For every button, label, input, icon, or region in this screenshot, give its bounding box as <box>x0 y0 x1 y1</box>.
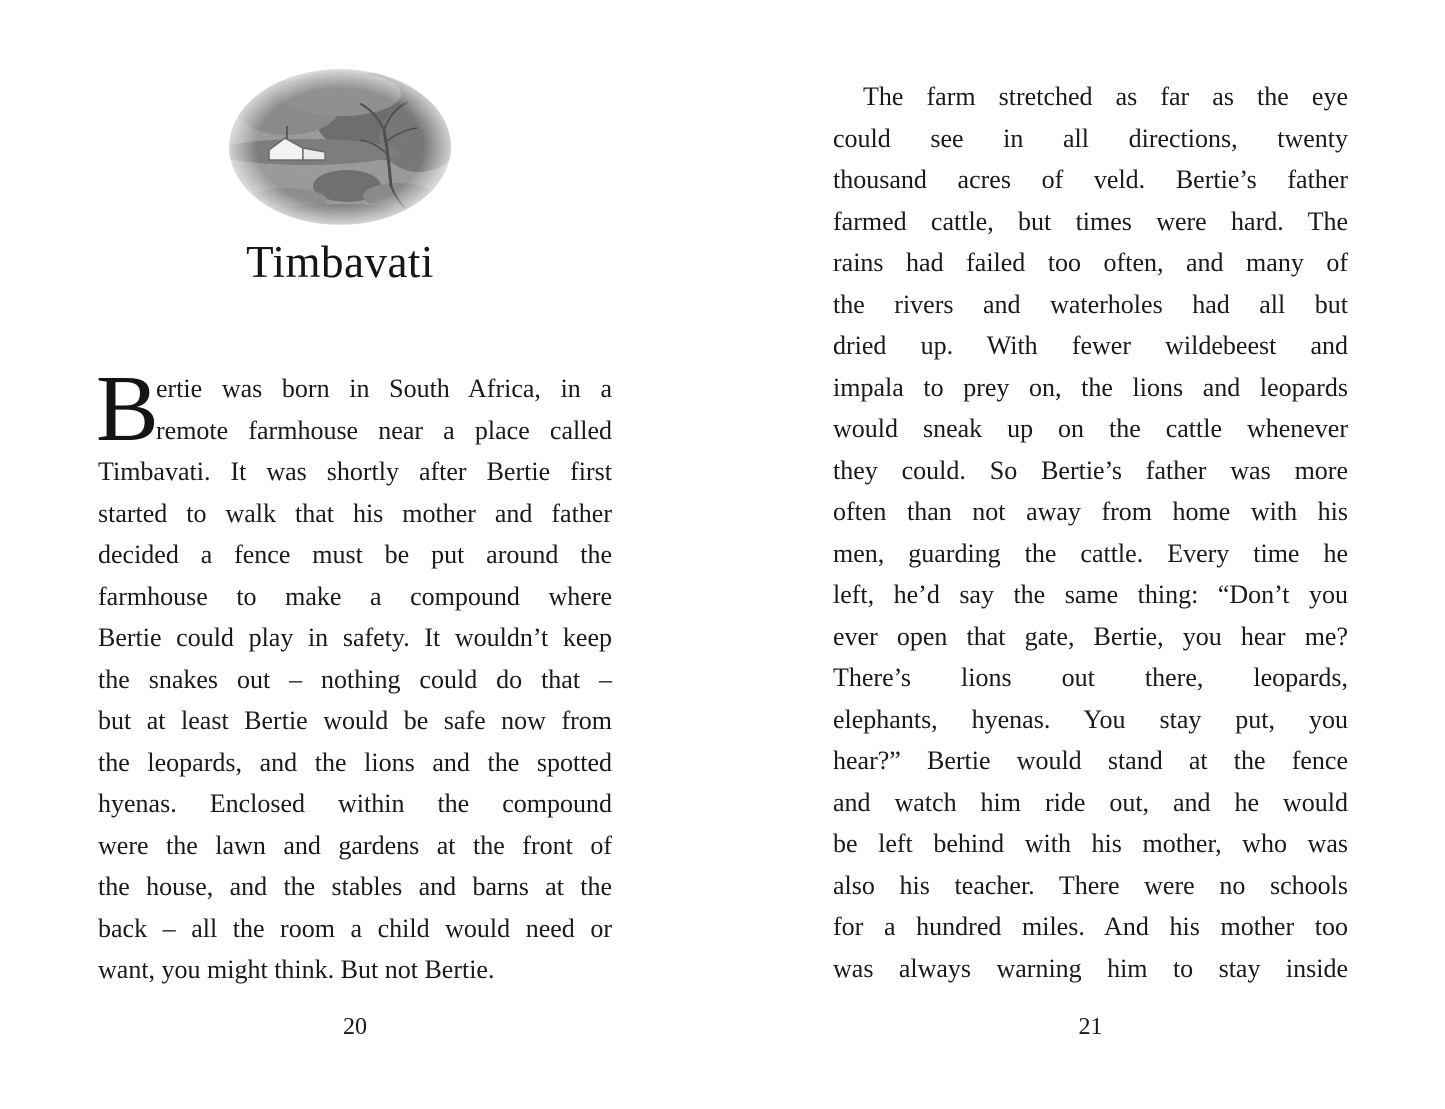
text-line: Timbavati. It was shortly after Bertie first <box>98 457 612 486</box>
left-page <box>98 0 612 1109</box>
text-line: often than not away from home with his <box>833 497 1348 526</box>
text-line: want, you might think. But not Bertie. <box>98 955 495 984</box>
text-line: but at least Bertie would be safe now from <box>98 706 612 735</box>
text-line: could see in all directions, twenty <box>833 123 1348 153</box>
drop-cap: B <box>96 357 159 461</box>
text-line: were the lawn and gardens at the front of <box>98 830 612 860</box>
text-line: also his teacher. There were no schools <box>833 870 1348 900</box>
right-page <box>833 0 1348 1109</box>
text-line: and watch him ride out, and he would <box>833 787 1348 817</box>
text-line: be left behind with his mother, who was <box>833 829 1348 858</box>
text-line: remote farmhouse near a place called <box>156 415 612 445</box>
chapter-title: Timbavati <box>246 237 434 287</box>
body-text-left <box>96 357 612 991</box>
text-line: dried up. With fewer wildebeest and <box>833 331 1348 360</box>
text-line: left, he’d say the same thing: “Don’t you <box>833 580 1348 609</box>
text-line: they could. So Bertie’s father was more <box>833 455 1348 485</box>
text-line: hyenas. Enclosed within the compound <box>98 789 612 818</box>
text-line: men, guarding the cattle. Every time he <box>833 538 1348 568</box>
text-line: would sneak up on the cattle whenever <box>833 414 1348 443</box>
text-line: the house, and the stables and barns at the <box>98 872 612 901</box>
text-line: There’s lions out there, leopards, <box>833 663 1348 692</box>
text-line: was always warning him to stay inside <box>833 953 1348 983</box>
chapter-illustration <box>229 68 451 231</box>
text-line: for a hundred miles. And his mother too <box>833 912 1348 941</box>
text-line: the rivers and waterholes had all but <box>833 289 1348 319</box>
text-line: hear?” Bertie would stand at the fence <box>833 746 1348 775</box>
text-line: The farm stretched as far as the eye <box>863 82 1348 111</box>
text-line: decided a fence must be put around the <box>98 540 612 569</box>
text-line: elephants, hyenas. You stay put, you <box>833 704 1348 734</box>
text-line: farmhouse to make a compound where <box>98 581 612 611</box>
page-number-left: 20 <box>343 1014 367 1040</box>
text-line: Bertie could play in safety. It wouldn’t keep <box>98 623 612 652</box>
text-line: thousand acres of veld. Bertie’s father <box>833 165 1348 194</box>
text-line: rains had failed too often, and many of <box>833 248 1348 277</box>
body-text-right <box>833 76 1348 989</box>
text-line: impala to prey on, the lions and leopards <box>833 372 1348 402</box>
text-line: started to walk that his mother and father <box>98 498 612 528</box>
text-line: the snakes out – nothing could do that – <box>98 664 612 694</box>
text-line: back – all the room a child would need or <box>98 913 612 943</box>
text-line: the leopards, and the lions and the spotted <box>98 747 612 777</box>
text-line: ever open that gate, Bertie, you hear me? <box>833 621 1348 651</box>
text-line: farmed cattle, but times were hard. The <box>833 206 1348 236</box>
landscape-etching-illustration <box>229 68 451 226</box>
page-number-right: 21 <box>1078 1014 1103 1040</box>
text-line: ertie was born in South Africa, in a <box>156 374 612 403</box>
